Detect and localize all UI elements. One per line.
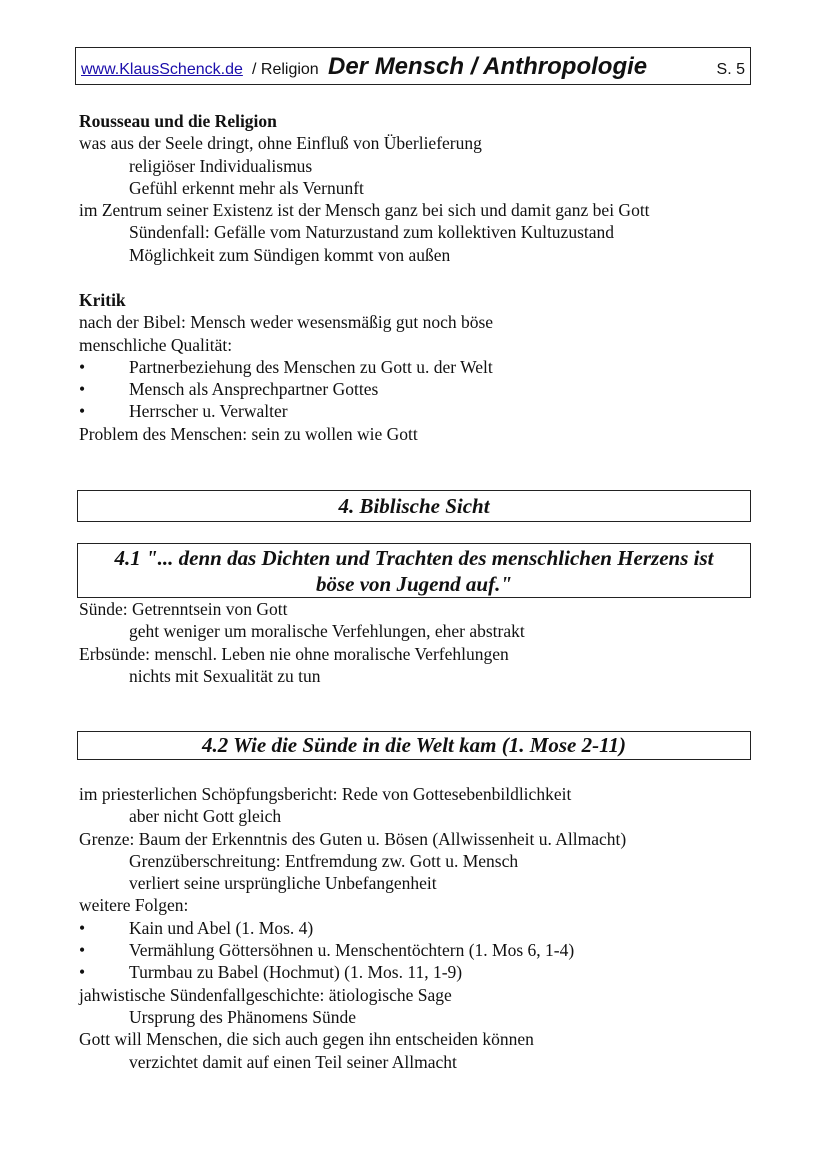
section-title-line: böse von Jugend auf." <box>315 572 512 596</box>
section-4-title-box <box>77 490 751 522</box>
bullet-icon: • <box>79 962 86 983</box>
text-line: nach der Bibel: Mensch weder wesensmäßig gut noch böse <box>79 312 494 333</box>
text-line: Sünde: Getrenntsein von Gott <box>79 599 288 619</box>
kritik-section <box>79 289 759 445</box>
page-header <box>75 47 751 85</box>
text-line: im priesterlichen Schöpfungsbericht: Rede von Gottesebenbildlichkeit <box>79 784 572 804</box>
text-line: geht weniger um moralische Verfehlungen, eher abstrakt <box>129 621 525 642</box>
list-item: • Kain und Abel (1. Mos. 4) <box>79 917 314 938</box>
page-number: S. 5 <box>716 61 745 78</box>
bullet-icon: • <box>79 401 86 422</box>
section-heading: Kritik <box>79 290 126 310</box>
section-heading: Rousseau und die Religion <box>79 111 277 131</box>
text-line: menschliche Qualität: <box>79 334 233 355</box>
header-title: Der Mensch / Anthropologie <box>328 53 648 80</box>
text-line: Erbsünde: menschl. Leben nie ohne moralische Verfehlungen <box>79 643 509 664</box>
section-title-line: 4.1 "... denn das Dichten und Trachten des menschlichen Herzens ist <box>114 546 714 570</box>
text-line: nichts mit Sexualität zu tun <box>129 665 321 686</box>
text-line: im Zentrum seiner Existenz ist der Mensch ganz bei sich und damit ganz bei Gott <box>79 200 650 221</box>
text-line: aber nicht Gott gleich <box>129 806 282 827</box>
section-4-2-title-box <box>77 731 751 760</box>
bullet-icon: • <box>79 356 86 377</box>
text-line: religiöser Individualismus <box>129 155 313 176</box>
section-title: 4. Biblische Sicht <box>338 494 490 518</box>
text-line: Möglichkeit zum Sündigen kommt von außen <box>129 244 451 265</box>
rousseau-section <box>79 110 759 266</box>
text-line: Grenze: Baum der Erkenntnis des Guten u. Bösen (Allwissenheit u. Allmacht) <box>79 828 627 849</box>
section-4-1-title-box <box>77 543 751 598</box>
text-line: jahwistische Sündenfallgeschichte: ätiologische Sage <box>79 984 452 1005</box>
text-line: Grenzüberschreitung: Entfremdung zw. Gott u. Mensch <box>129 850 519 871</box>
text-line: Sündenfall: Gefälle vom Naturzustand zum kollektiven Kultuzustand <box>129 222 615 243</box>
text-line: weitere Folgen: <box>79 895 189 916</box>
text-line: Problem des Menschen: sein zu wollen wie Gott <box>79 423 418 444</box>
bullet-icon: • <box>79 379 86 400</box>
list-item: • Mensch als Ansprechpartner Gottes <box>79 379 379 400</box>
text-line: Gott will Menschen, die sich auch gegen ihn entscheiden können <box>79 1029 534 1050</box>
text-line: Ursprung des Phänomens Sünde <box>129 1006 356 1027</box>
list-item: • Vermählung Göttersöhnen u. Menschentöchtern (1. Mos 6, 1-4) <box>79 940 575 961</box>
text-line: verliert seine ursprüngliche Unbefangenheit <box>129 873 437 894</box>
text-line: verzichtet damit auf einen Teil seiner Allmacht <box>129 1051 457 1072</box>
bullet-icon: • <box>79 917 86 938</box>
section-4-1-body <box>79 598 759 687</box>
header-section: / Religion <box>252 61 319 78</box>
list-item: • Turmbau zu Babel (Hochmut) (1. Mos. 11, 1-9) <box>79 962 463 983</box>
text-line: was aus der Seele dringt, ohne Einfluß von Überlieferung <box>79 133 482 154</box>
list-item: • Herrscher u. Verwalter <box>79 401 288 422</box>
section-title: 4.2 Wie die Sünde in die Welt kam (1. Mose 2-11) <box>202 733 626 757</box>
list-item: • Partnerbeziehung des Menschen zu Gott u. der Welt <box>79 356 493 377</box>
text-line: Gefühl erkennt mehr als Vernunft <box>129 177 364 198</box>
bullet-icon: • <box>79 940 86 961</box>
section-4-2-body <box>79 783 759 1073</box>
website-link[interactable]: www.KlausSchenck.de <box>81 61 243 78</box>
